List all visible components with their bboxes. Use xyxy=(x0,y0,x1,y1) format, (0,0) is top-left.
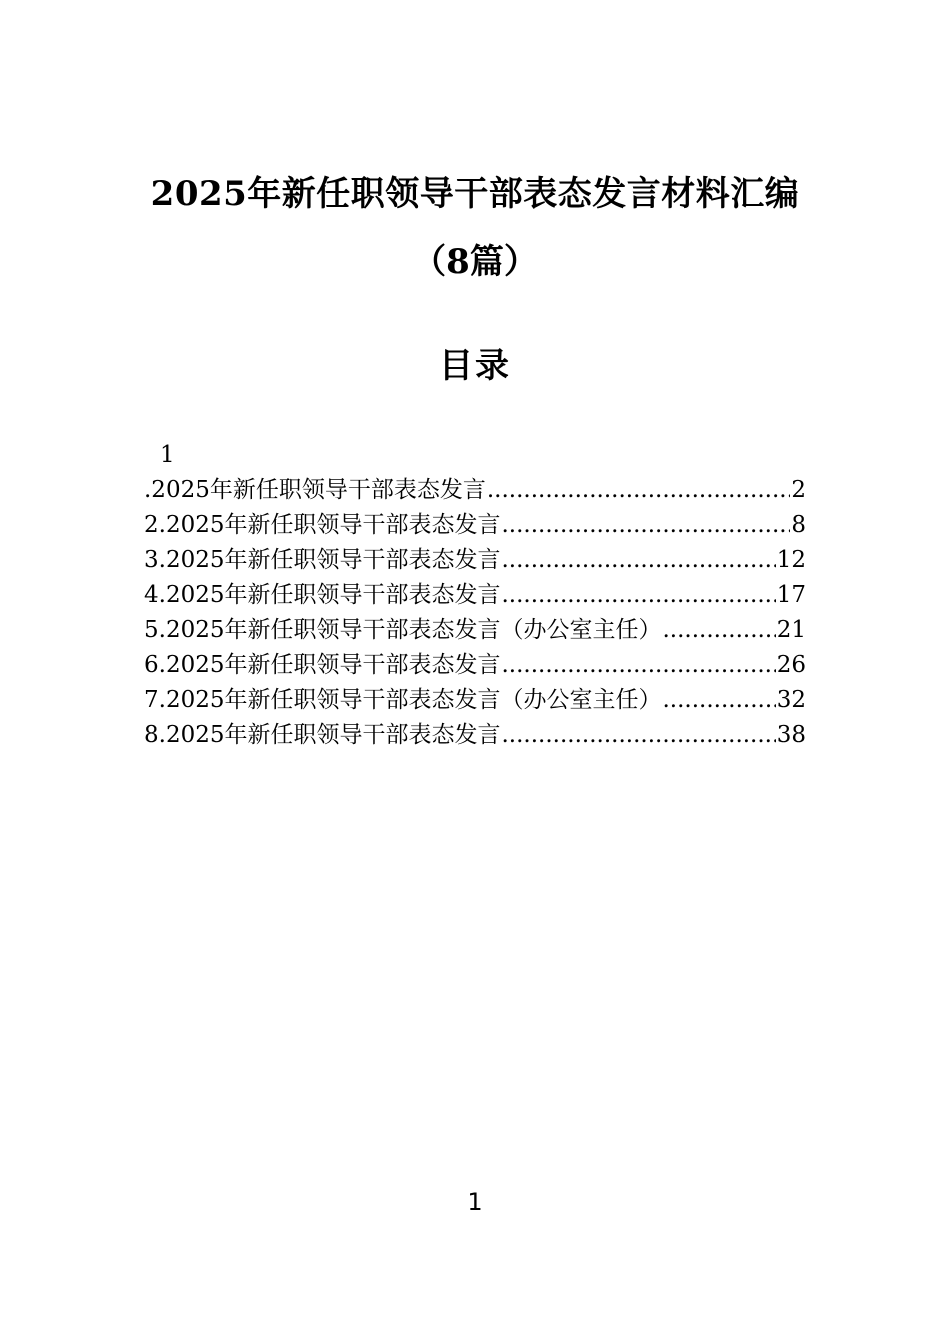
toc-entry-6[interactable] xyxy=(144,648,806,683)
toc-entry-page: 8 xyxy=(791,512,806,538)
toc-entry-page: 38 xyxy=(776,722,806,748)
toc-entry-5[interactable] xyxy=(144,613,806,648)
toc-entry-page: 17 xyxy=(776,582,806,608)
toc-entry-title: 6.2025年新任职领导干部表态发言 xyxy=(144,652,501,678)
toc-entry-title: 8.2025年新任职领导干部表态发言 xyxy=(144,722,501,748)
toc-dot-leader xyxy=(662,613,775,648)
toc-dot-leader xyxy=(501,718,775,753)
toc-entry-title: 7.2025年新任职领导干部表态发言（办公室主任） xyxy=(144,687,662,713)
toc-entry-8[interactable] xyxy=(144,718,806,753)
toc-heading: 目录 xyxy=(439,346,511,386)
toc-entry-page: 21 xyxy=(776,617,806,643)
toc-entry-page: 32 xyxy=(776,687,806,713)
toc-entry-page: 26 xyxy=(776,652,806,678)
toc-entry-3[interactable] xyxy=(144,543,806,578)
toc-entry-title: 4.2025年新任职领导干部表态发言 xyxy=(144,582,501,608)
toc-dot-leader xyxy=(662,683,775,718)
toc-entry-page: 12 xyxy=(776,547,806,573)
toc-entry-1[interactable] xyxy=(144,473,806,508)
toc-dot-leader xyxy=(501,578,775,613)
toc-entry-page: 2 xyxy=(791,477,806,503)
toc-leading-number-text: 1 xyxy=(160,442,175,468)
table-of-contents xyxy=(144,438,806,753)
toc-dot-leader xyxy=(501,648,775,683)
toc-entry-2[interactable] xyxy=(144,508,806,543)
toc-dot-leader xyxy=(501,508,790,543)
toc-dot-leader xyxy=(501,543,775,578)
page-number: 1 xyxy=(467,1188,483,1216)
document-subtitle: （8篇） xyxy=(412,242,538,282)
toc-entry-title: 2.2025年新任职领导干部表态发言 xyxy=(144,512,501,538)
document-title: 2025年新任职领导干部表态发言材料汇编 xyxy=(150,174,800,214)
toc-entry-title: 3.2025年新任职领导干部表态发言 xyxy=(144,547,501,573)
toc-entry-7[interactable] xyxy=(144,683,806,718)
toc-dot-leader xyxy=(487,473,791,508)
toc-leading-number xyxy=(144,438,806,473)
toc-entry-title: .2025年新任职领导干部表态发言 xyxy=(144,477,486,503)
toc-entry-title: 5.2025年新任职领导干部表态发言（办公室主任） xyxy=(144,617,662,643)
toc-entry-4[interactable] xyxy=(144,578,806,613)
